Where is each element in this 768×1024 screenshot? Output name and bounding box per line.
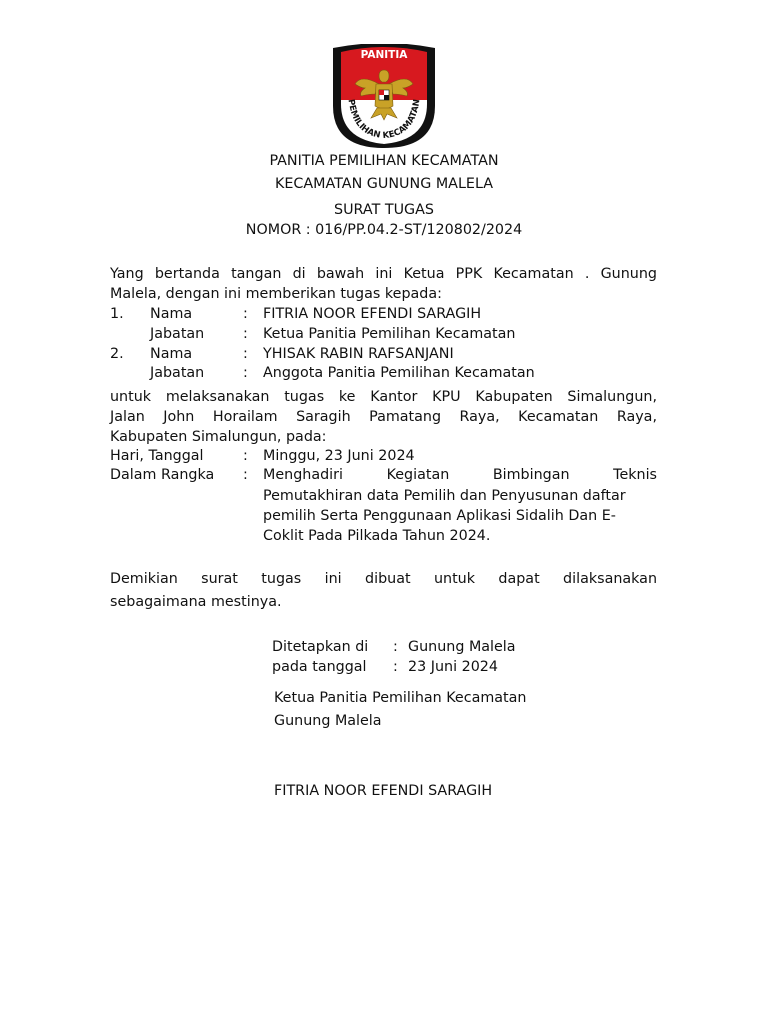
assignee-2-name-label: Nama bbox=[150, 346, 193, 362]
assignee-2-name: YHISAK RABIN RAFSANJANI bbox=[263, 346, 454, 362]
assignee-2-number: 2. bbox=[110, 346, 124, 362]
signer-name: FITRIA NOOR EFENDI SARAGIH bbox=[274, 783, 493, 799]
purpose-line-1: Menghadiri Kegiatan Bimbingan Teknis bbox=[263, 467, 657, 483]
signer-title-1: Ketua Panitia Pemilihan Kecamatan bbox=[274, 690, 527, 706]
sign-date-value: 23 Juni 2024 bbox=[408, 659, 498, 675]
district-name: KECAMATAN GUNUNG MALELA bbox=[274, 176, 494, 192]
date-label: Hari, Tanggal bbox=[110, 448, 204, 464]
assignee-2-name-sep: : bbox=[243, 346, 248, 362]
logo-top-text: PANITIA bbox=[360, 49, 408, 61]
assignee-1-name: FITRIA NOOR EFENDI SARAGIH bbox=[263, 306, 482, 322]
ppk-logo-icon bbox=[331, 44, 437, 148]
assignee-2-position-label: Jabatan bbox=[150, 365, 205, 381]
assignee-1-name-sep: : bbox=[243, 306, 248, 322]
assignee-1-number: 1. bbox=[110, 306, 124, 322]
purpose-line-4: Coklit Pada Pilkada Tahun 2024. bbox=[263, 528, 491, 544]
assignee-1-position-label: Jabatan bbox=[150, 326, 205, 342]
assignee-1-position-sep: : bbox=[243, 326, 248, 342]
purpose-line-2: Pemutakhiran data Pemilih dan Penyusunan daftar bbox=[263, 488, 626, 504]
task-line-2: Jalan John Horailam Saragih Pamatang Raya, Kecamatan Raya, bbox=[110, 409, 657, 425]
task-line-3: Kabupaten Simalungun, pada: bbox=[110, 429, 327, 445]
closing-line-1: Demikian surat tugas ini dibuat untuk dapat dilaksanakan bbox=[110, 571, 657, 587]
closing-line-2: sebagaimana mestinya. bbox=[110, 594, 282, 610]
assignee-1-name-label: Nama bbox=[150, 306, 193, 322]
purpose-sep: : bbox=[243, 467, 248, 483]
purpose-line-3: pemilih Serta Penggunaan Aplikasi Sidalih Dan E- bbox=[263, 508, 616, 524]
document-title: SURAT TUGAS bbox=[334, 202, 434, 218]
task-line-1: untuk melaksanakan tugas ke Kantor KPU Kabupaten Simalungun, bbox=[110, 389, 657, 405]
sign-date-label: pada tanggal bbox=[272, 659, 367, 675]
assignee-2-position-sep: : bbox=[243, 365, 248, 381]
purpose-label: Dalam Rangka bbox=[110, 467, 215, 483]
assignee-2-position: Anggota Panitia Pemilihan Kecamatan bbox=[263, 365, 535, 381]
document-number: NOMOR : 016/PP.04.2-ST/120802/2024 bbox=[245, 222, 523, 238]
place-value: Gunung Malela bbox=[408, 639, 516, 655]
org-name: PANITIA PEMILIHAN KECAMATAN bbox=[269, 153, 499, 169]
logo-ring-text: PEMILIHAN KECAMATAN bbox=[345, 98, 423, 142]
assignee-1-position: Ketua Panitia Pemilihan Kecamatan bbox=[263, 326, 516, 342]
date-value: Minggu, 23 Juni 2024 bbox=[263, 448, 415, 464]
intro-line-1: Yang bertanda tangan di bawah ini Ketua PPK Kecamatan . Gunung bbox=[110, 266, 657, 282]
place-label: Ditetapkan di bbox=[272, 639, 369, 655]
signer-title-2: Gunung Malela bbox=[274, 713, 382, 729]
sign-date-sep: : bbox=[393, 659, 398, 675]
date-sep: : bbox=[243, 448, 248, 464]
place-sep: : bbox=[393, 639, 398, 655]
intro-line-2: Malela, dengan ini memberikan tugas kepada: bbox=[110, 286, 442, 302]
